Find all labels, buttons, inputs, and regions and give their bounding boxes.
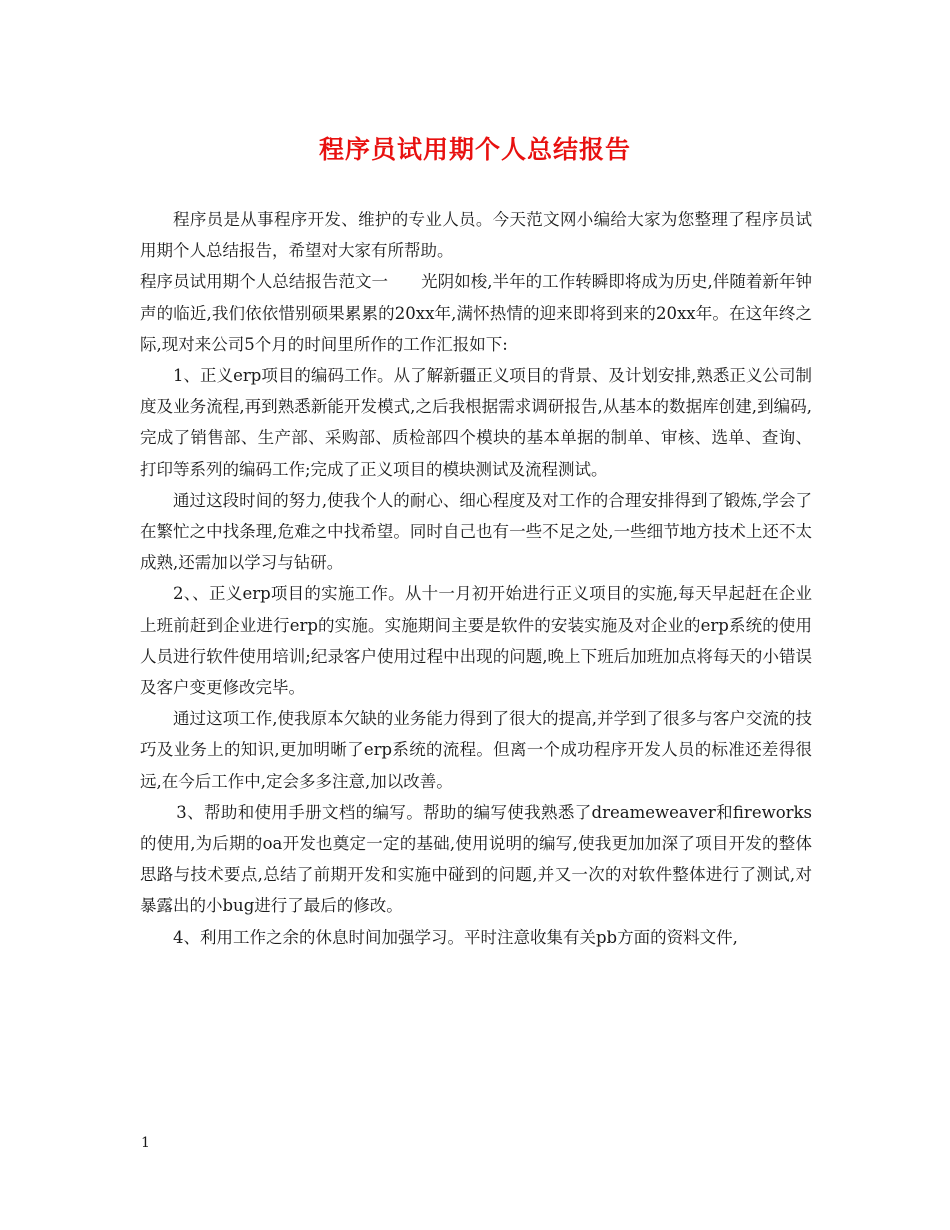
item-3-paragraph: 3、帮助和使用手册文档的编写。帮助的编写使我熟悉了dreameweaver和fireworks的使用,为后期的oa开发也奠定一定的基础,使用说明的编写,使我更加加深了项目开发的整体思路与技术要点,总结了前期开发和实施中碰到的问题,并又一次的对软件整体进行了测试,对暴露出的小bug进行了最后的修改。 bbox=[140, 802, 812, 916]
sample-heading-paragraph: 程序员试用期个人总结报告范文一 光阴如梭,半年的工作转瞬即将成为历史,伴随着新年钟声的临近,我们依依惜别硕果累累的20xx年,满怀热情的迎来即将到来的20xx年。在这年终之际,现对来公司5个月的时间里所作的工作汇报如下: bbox=[140, 272, 812, 354]
intro-paragraph: 程序员是从事程序开发、维护的专业人员。今天范文网小编给大家为您整理了程序员试用期个人总结报告，希望对大家有所帮助。 bbox=[140, 210, 812, 261]
reflection-1-paragraph: 通过这段时间的努力,使我个人的耐心、细心程度及对工作的合理安排得到了锻炼,学会了在繁忙之中找条理,危难之中找希望。同时自己也有一些不足之处,一些细节地方技术上还不太成熟,还需加以学习与钻研。 bbox=[140, 490, 812, 573]
item-1-paragraph: 1、正义erp项目的编码工作。从了解新疆正义项目的背景、及计划安排,熟悉正义公司制度及业务流程,再到熟悉新能开发模式,之后我根据需求调研报告,从基本的数据库创建,到编码,完成了销售部、生产部、采购部、质检部四个模块的基本单据的制单、审核、选单、查询、打印等系列的编码工作;完成了正义项目的模块测试及流程测试。 bbox=[140, 366, 812, 479]
reflection-2-paragraph: 通过这项工作,使我原本欠缺的业务能力得到了很大的提高,并学到了很多与客户交流的技巧及业务上的知识,更加明晰了erp系统的流程。但离一个成功程序开发人员的标准还差得很远,在今后工作中,定会多多注意,加以改善。 bbox=[140, 709, 812, 791]
item-2-paragraph: 2、、正义erp项目的实施工作。从十一月初开始进行正义项目的实施,每天早起赶在企业上班前赶到企业进行erp的实施。实施期间主要是软件的安装实施及对企业的erp系统的使用人员进行软件使用培训;纪录客户使用过程中出现的问题,晚上下班后加班加点将每天的小错误及客户变更修改完毕。 bbox=[140, 584, 812, 698]
document-body bbox=[140, 204, 812, 953]
page-number: 1 bbox=[141, 1135, 150, 1151]
item-4-paragraph: 4、利用工作之余的休息时间加强学习。平时注意收集有关pb方面的资料文件, bbox=[173, 927, 738, 947]
document-title: 程序员试用期个人总结报告 bbox=[318, 135, 631, 164]
